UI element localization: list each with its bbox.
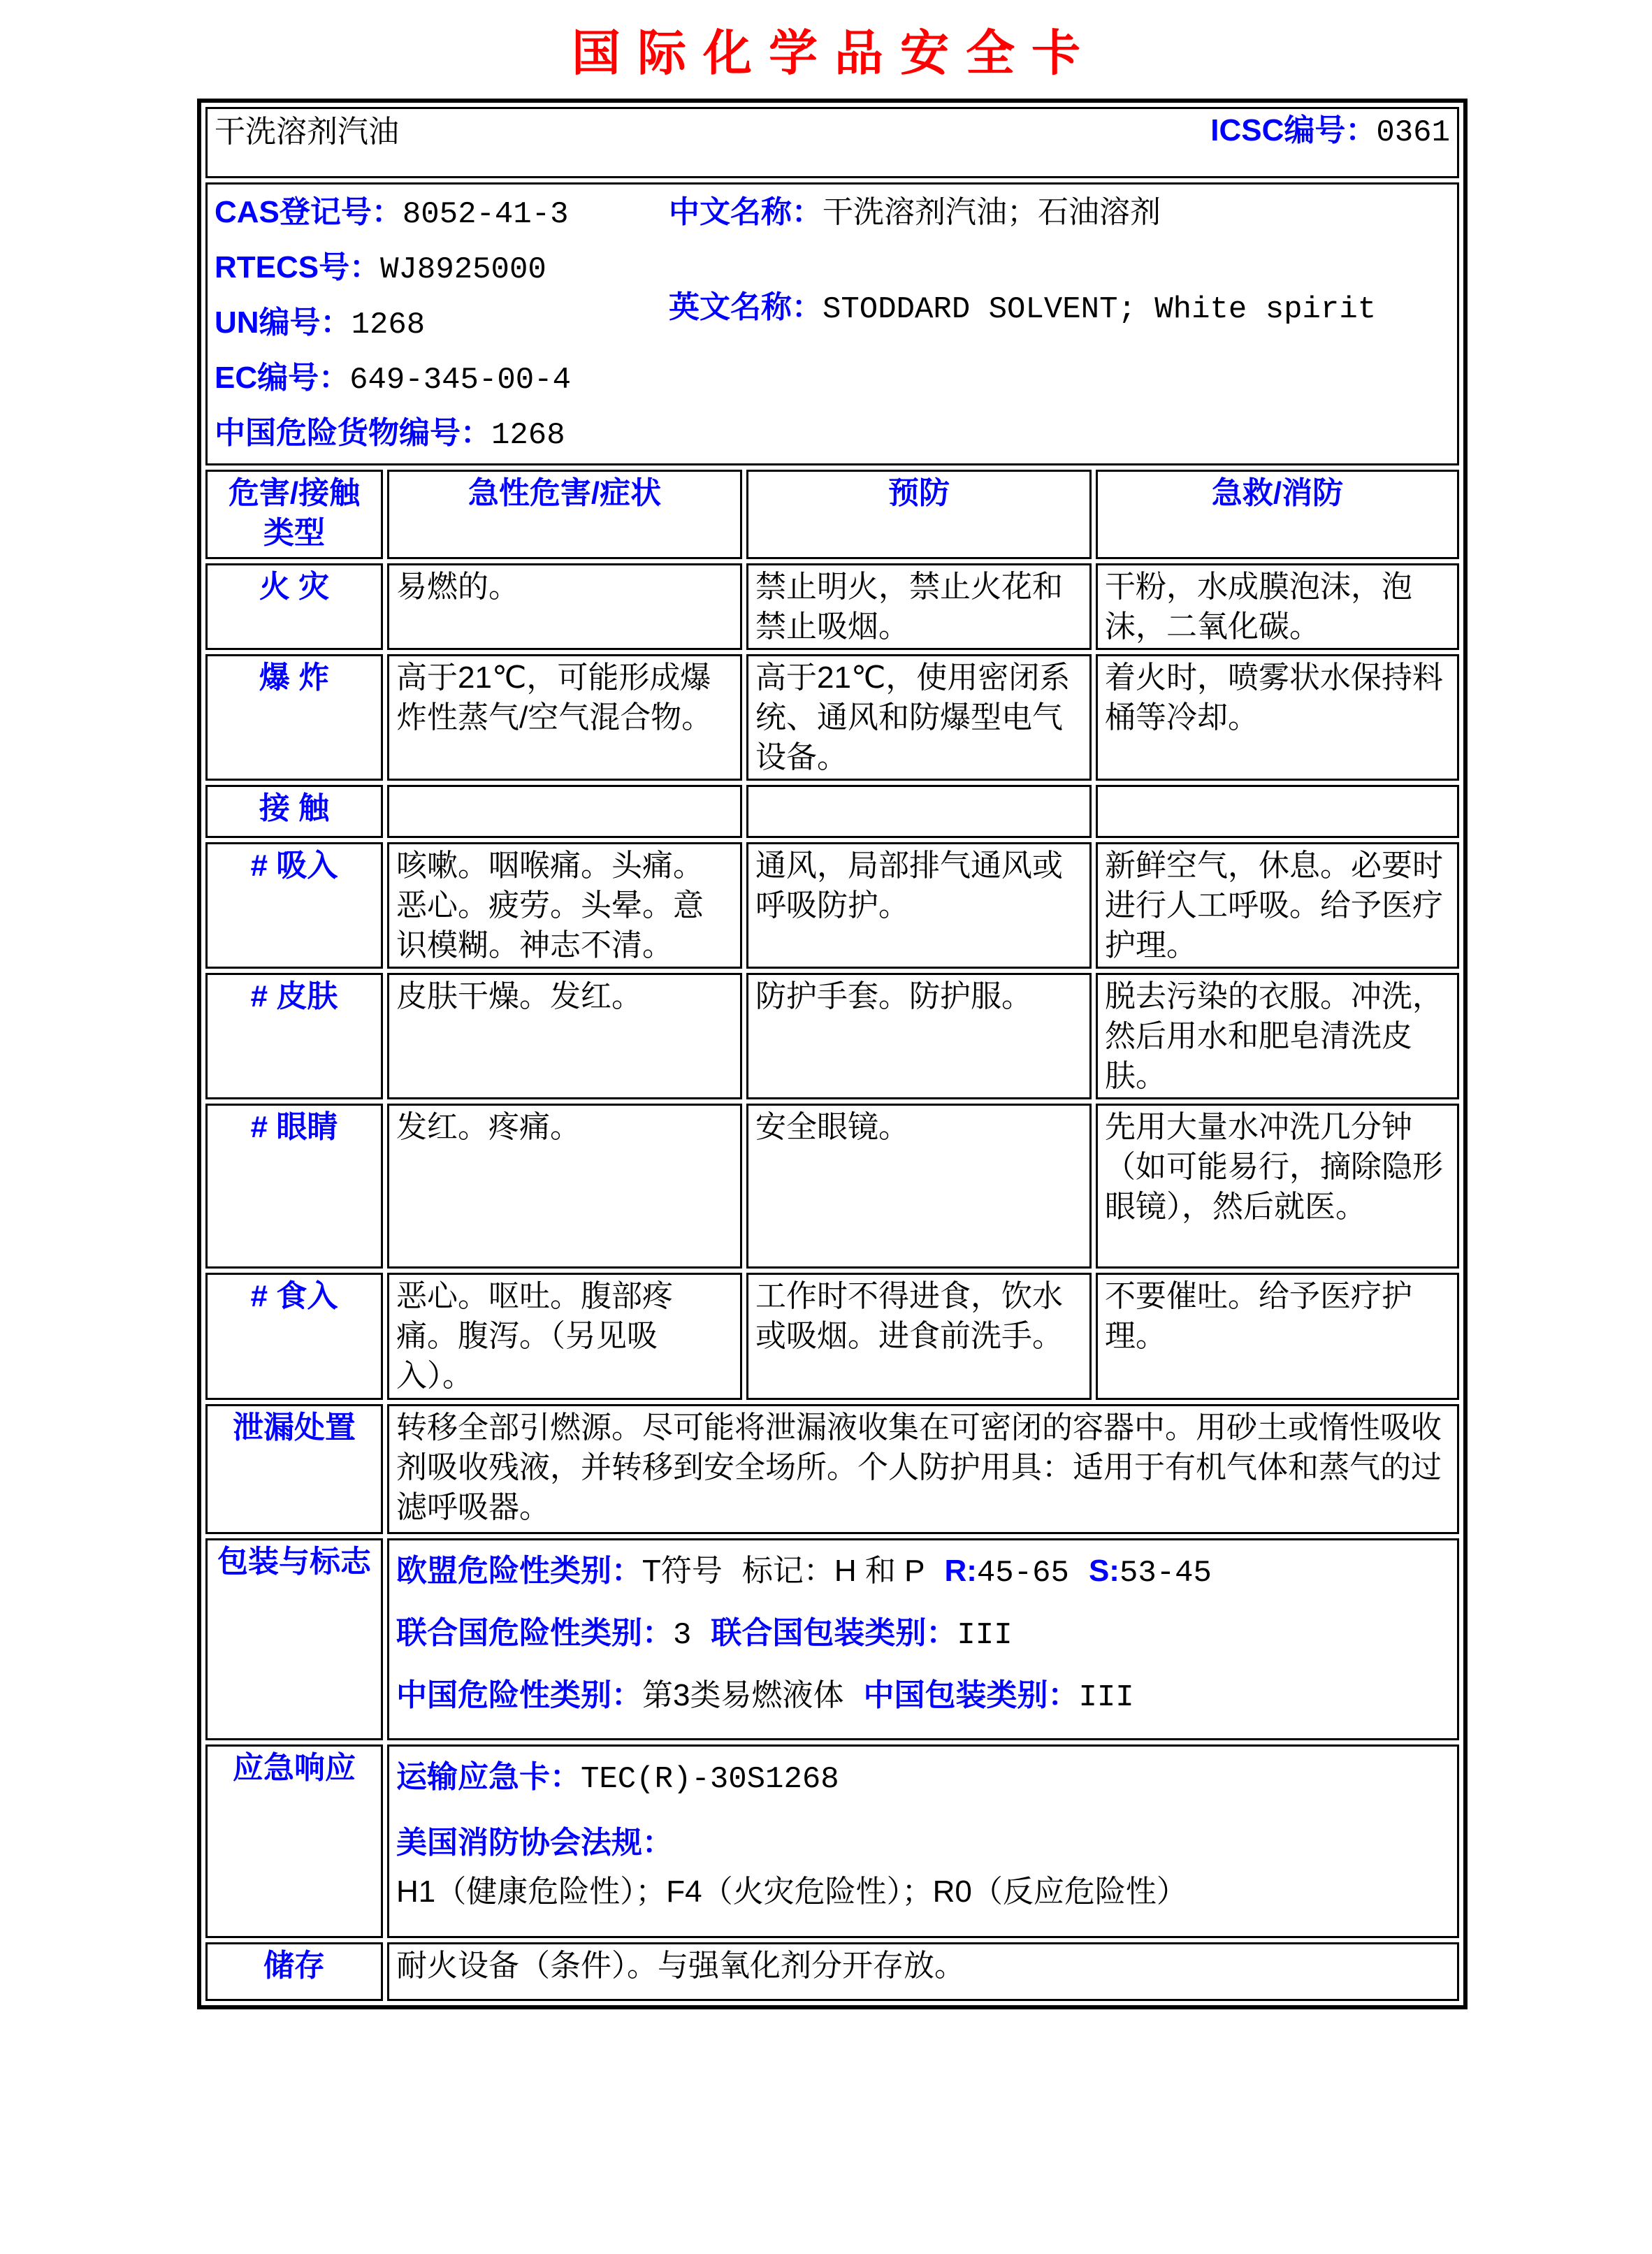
un-pack-label: 联合国包装类别： — [711, 1616, 957, 1650]
ec-value: 649-345-00-4 — [349, 363, 571, 398]
hazard-header-response: 急救/消防 — [1096, 470, 1459, 559]
section-row-storage — [205, 1942, 1459, 2001]
spill-text: 转移全部引燃源。尽可能将泄漏液收集在可密闭的容器中。用砂土或惰性吸收剂吸收残液，并转移到安全场所。个人防护用具：适用于有机气体和蒸气的过滤呼吸器。 — [387, 1404, 1459, 1534]
en-name-value: STODDARD SOLVENT; White spirit — [823, 292, 1377, 327]
hazard-row-fire — [205, 563, 1459, 650]
eyes-response: 先用大量水冲洗几分钟（如可能易行，摘除隐形眼镜），然后就医。 — [1096, 1104, 1459, 1269]
tec-value: TEC(R)-30S1268 — [581, 1762, 839, 1797]
row-label-explosion: 爆 炸 — [205, 654, 383, 781]
cn-pack-label: 中国包装类别： — [863, 1678, 1079, 1712]
row-label-exposure: 接 触 — [205, 785, 383, 838]
cas-label: CAS登记号： — [215, 195, 403, 229]
icsc-number-group — [1210, 110, 1450, 153]
un-label: UN编号： — [215, 305, 352, 340]
un-class-label: 联合国危险性类别： — [396, 1616, 673, 1650]
packaging-eu-line — [396, 1550, 1450, 1594]
skin-symptoms: 皮肤干燥。发红。 — [387, 973, 742, 1099]
cn-class-label: 中国危险性类别： — [396, 1678, 642, 1712]
icsc-label: ICSC编号： — [1210, 113, 1377, 147]
substance-names — [669, 186, 1450, 462]
row-label-ingestion: # 食入 — [205, 1273, 383, 1400]
hazard-header-row — [205, 470, 1459, 559]
ec-label: EC编号： — [215, 361, 350, 395]
inhalation-symptoms: 咳嗽。咽喉痛。头痛。恶心。疲劳。头晕。意识模糊。神志不清。 — [387, 842, 742, 969]
section-row-emergency — [205, 1744, 1459, 1938]
rtecs-label: RTECS号： — [215, 250, 381, 284]
fire-prevention: 禁止明火，禁止火花和禁止吸烟。 — [746, 563, 1092, 650]
zh-name-value: 干洗溶剂汽油；石油溶剂 — [823, 195, 1161, 229]
un-class-value: 3 — [673, 1618, 692, 1653]
row-label-eyes: # 眼睛 — [205, 1104, 383, 1269]
card-header-cell — [205, 107, 1459, 178]
emergency-content — [387, 1744, 1459, 1938]
emergency-tec-line — [396, 1756, 1450, 1800]
identifiers-row — [205, 182, 1459, 465]
card-header-row — [205, 107, 1459, 178]
cas-value: 8052-41-3 — [402, 197, 569, 232]
cn-class-value: 第3类易燃液体 — [642, 1678, 844, 1712]
eu-class-label: 欧盟危险性类别： — [396, 1554, 642, 1588]
cn-dangerous-goods-label: 中国危险货物编号： — [215, 416, 491, 450]
hazard-row-inhalation — [205, 842, 1459, 969]
ingestion-prevention: 工作时不得进食，饮水或吸烟。进食前洗手。 — [746, 1273, 1092, 1400]
skin-response: 脱去污染的衣服。冲洗，然后用水和肥皂清洗皮肤。 — [1096, 973, 1459, 1099]
r-phrases-label: R: — [944, 1554, 977, 1588]
explosion-prevention: 高于21℃，使用密闭系统、通风和防爆型电气设备。 — [746, 654, 1092, 781]
emergency-nfpa-line — [396, 1819, 1450, 1916]
hazard-row-exposure — [205, 785, 1459, 838]
row-label-fire: 火 灾 — [205, 563, 383, 650]
eyes-prevention: 安全眼镜。 — [746, 1104, 1092, 1269]
fire-response: 干粉，水成膜泡沫，泡沫，二氧化碳。 — [1096, 563, 1459, 650]
row-label-emergency: 应急响应 — [205, 1744, 383, 1938]
inhalation-prevention: 通风，局部排气通风或呼吸防护。 — [746, 842, 1092, 969]
packaging-cn-line — [396, 1675, 1450, 1719]
nfpa-label: 美国消防协会法规： — [396, 1826, 673, 1860]
un-value: 1268 — [351, 308, 426, 342]
zh-name-label: 中文名称： — [669, 195, 823, 229]
s-phrases-value: 53-45 — [1119, 1556, 1212, 1591]
s-phrases-label: S: — [1088, 1554, 1120, 1588]
icsc-number: 0361 — [1376, 115, 1450, 150]
ingestion-response: 不要催吐。给予医疗护理。 — [1096, 1273, 1459, 1400]
exposure-prevention — [746, 785, 1092, 838]
identifiers-cell — [205, 182, 1459, 465]
un-pack-value: III — [957, 1618, 1013, 1653]
r-phrases-value: 45-65 — [976, 1556, 1069, 1591]
explosion-response: 着火时，喷雾状水保持料桶等冷却。 — [1096, 654, 1459, 781]
tec-label: 运输应急卡： — [396, 1760, 581, 1794]
eyes-symptoms: 发红。疼痛。 — [387, 1104, 742, 1269]
hazard-row-ingestion — [205, 1273, 1459, 1400]
hazard-header-type: 危害/接触类型 — [205, 470, 383, 559]
row-label-skin: # 皮肤 — [205, 973, 383, 1099]
hazard-header-prevention: 预防 — [746, 470, 1092, 559]
row-label-inhalation: # 吸入 — [205, 842, 383, 969]
row-label-packaging: 包装与标志 — [205, 1538, 383, 1740]
page-title: 国际化学品安全卡 — [572, 26, 1097, 80]
packaging-content — [387, 1538, 1459, 1740]
substance-name: 干洗溶剂汽油 — [215, 115, 399, 149]
mark-value: H 和 P — [834, 1554, 925, 1588]
exposure-response — [1096, 785, 1459, 838]
hazard-row-eyes — [205, 1104, 1459, 1269]
eu-class-value: T符号 — [642, 1554, 723, 1588]
en-name-label: 英文名称： — [669, 290, 823, 324]
fire-symptoms: 易燃的。 — [387, 563, 742, 650]
hazard-row-skin — [205, 973, 1459, 1099]
explosion-symptoms: 高于21℃，可能形成爆炸性蒸气/空气混合物。 — [387, 654, 742, 781]
nfpa-value: H1（健康危险性）；F4（火灾危险性）；R0（反应危险性） — [396, 1874, 1187, 1909]
icsc-card-table — [197, 99, 1468, 2009]
cn-pack-value: III — [1078, 1680, 1134, 1715]
mark-label: 标记： — [741, 1554, 834, 1588]
rtecs-value: WJ8925000 — [380, 252, 546, 287]
hazard-header-symptoms: 急性危害/症状 — [387, 470, 742, 559]
packaging-un-line — [396, 1612, 1450, 1656]
row-label-spill: 泄漏处置 — [205, 1404, 383, 1534]
skin-prevention: 防护手套。防护服。 — [746, 973, 1092, 1099]
exposure-symptoms — [387, 785, 742, 838]
storage-text: 耐火设备（条件）。与强氧化剂分开存放。 — [387, 1942, 1459, 2001]
cn-dangerous-goods-value: 1268 — [491, 418, 565, 453]
inhalation-response: 新鲜空气，休息。必要时进行人工呼吸。给予医疗护理。 — [1096, 842, 1459, 969]
registry-numbers — [215, 186, 669, 462]
row-label-storage: 储存 — [205, 1942, 383, 2001]
section-row-packaging — [205, 1538, 1459, 1740]
ingestion-symptoms: 恶心。呕吐。腹部疼痛。腹泻。（另见吸入）。 — [387, 1273, 742, 1400]
hazard-row-explosion — [205, 654, 1459, 781]
section-row-spill — [205, 1404, 1459, 1534]
